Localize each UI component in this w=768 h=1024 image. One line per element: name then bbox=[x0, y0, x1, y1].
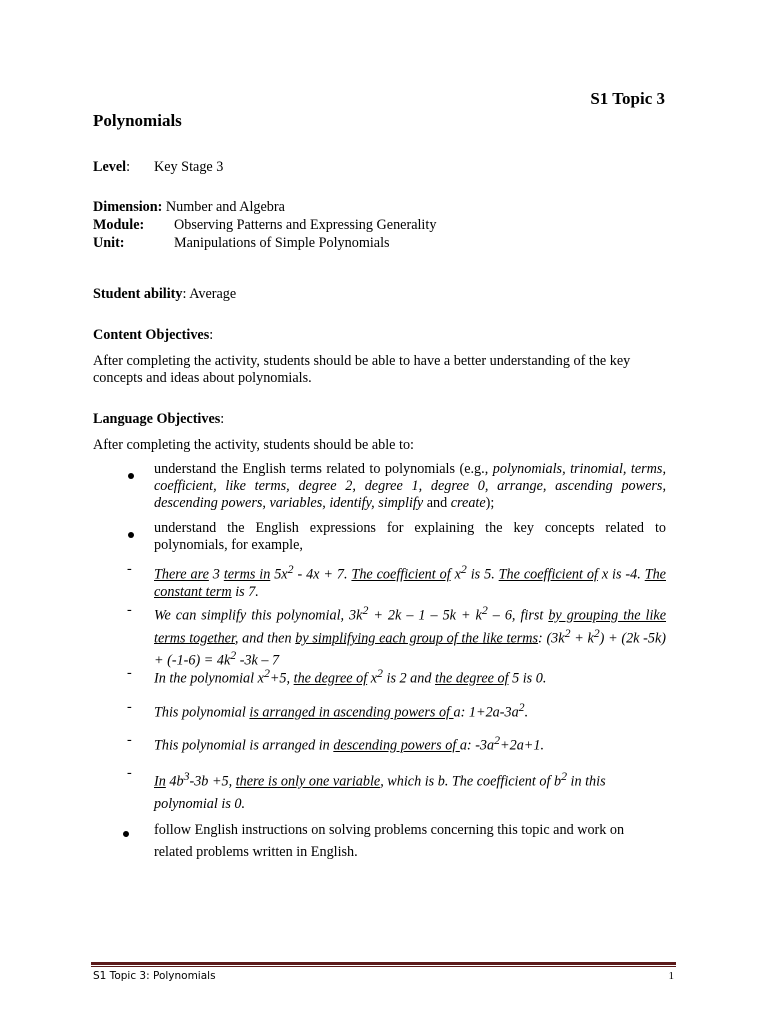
ability-label: Student ability bbox=[93, 286, 183, 302]
level-label: Level bbox=[93, 159, 127, 175]
dimension-value: Number and Algebra bbox=[165, 199, 285, 215]
dash-marker: - bbox=[127, 561, 132, 577]
footer-rule-thin bbox=[91, 966, 676, 967]
bullet-terms: understand the English terms related to polynomials (e.g., polynomials, trinomial, terms, coefficient, like terms, degree 2, degree 1, degree 0, arrange, ascending powers, descending powers, variables, identify, simplify and create); bbox=[154, 461, 666, 511]
example-variable: In $4b^3-3b +5$, there is only one variable, which is b. The coefficient of $b^2$ in this polynomial is 0. bbox=[154, 769, 606, 812]
example-terms-coefficient: There are 3 terms in $5x^2 - 4x + 7$. The coefficient of $x^2$ is 5. The coefficient of x is -4. The constant term is 7. bbox=[154, 562, 666, 600]
dash-marker: - bbox=[127, 602, 132, 618]
topic-number: S1 Topic 3 bbox=[590, 89, 665, 108]
module-value: Observing Patterns and Expressing Generality bbox=[174, 217, 437, 233]
dimension-row bbox=[93, 199, 285, 216]
level-row bbox=[93, 159, 224, 176]
ability-value: : Average bbox=[182, 286, 237, 302]
unit-label: Unit: bbox=[93, 235, 125, 251]
unit-value: Manipulations of Simple Polynomials bbox=[174, 235, 390, 251]
bullet-instructions: follow English instructions on solving problems concerning this topic and work on related problems written in English. bbox=[154, 822, 625, 860]
level-colon: : bbox=[126, 159, 131, 175]
dash-marker: - bbox=[127, 765, 132, 781]
level-value: Key Stage 3 bbox=[154, 159, 224, 175]
footer-rule bbox=[91, 962, 676, 965]
content-objectives-text: After completing the activity, students should be able to have a better understanding of the key concepts and ideas about polynomials. bbox=[93, 353, 631, 386]
example-degree: In the polynomial $x^2+5$, the degree of $x^2$ is 2 and the degree of 5 is 0. bbox=[154, 666, 547, 687]
bullet-icon bbox=[128, 466, 134, 484]
bullet-icon bbox=[123, 824, 129, 842]
module-label: Module: bbox=[93, 217, 145, 233]
page-number: 1 bbox=[668, 970, 674, 982]
language-objectives-heading: Language Objectives: bbox=[93, 411, 225, 427]
bullet-icon bbox=[128, 525, 134, 543]
dash-marker: - bbox=[127, 665, 132, 681]
example-descending: This polynomial is arranged in descending powers of a: $-3a^2+2a+1$. bbox=[154, 733, 545, 754]
language-objectives-intro: After completing the activity, students should be able to: bbox=[93, 437, 414, 453]
bullet-expressions: understand the English expressions for explaining the key concepts related to polynomials, for example, bbox=[154, 520, 666, 553]
unit-row bbox=[93, 235, 390, 252]
example-ascending: This polynomial is arranged in ascending powers of a: $1+2a-3a^2$. bbox=[154, 700, 529, 721]
page-title: Polynomials bbox=[93, 111, 182, 130]
example-simplify: We can simplify this polynomial, $3k^2 + 2k - 1 - 5k + k^2 - 6$, first by grouping the like terms together, and then by simplifying each group of the like terms: $(3k^2 + k^2) + (2k$ $-5k) + (-1-6) = 4k^2$ -3k – 7 bbox=[154, 603, 667, 670]
dash-marker: - bbox=[127, 699, 132, 715]
dimension-label: Dimension: bbox=[93, 199, 163, 215]
footer-title: S1 Topic 3: Polynomials bbox=[93, 970, 216, 982]
module-row bbox=[93, 217, 437, 234]
content-objectives-heading: Content Objectives: bbox=[93, 327, 214, 343]
ability-row bbox=[93, 286, 236, 303]
dash-marker: - bbox=[127, 732, 132, 748]
